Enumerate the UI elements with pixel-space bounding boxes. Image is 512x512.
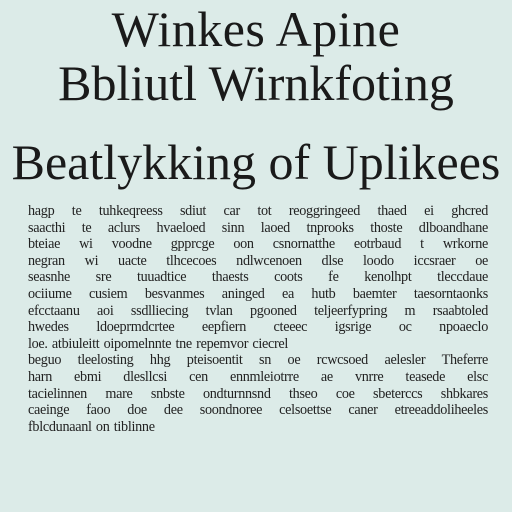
body-line: caeinge faoo doe dee soondnoree celsoettse caner etreeaddoliheeles — [28, 402, 488, 419]
body-line: saacthi te aclurs hvaeloed sinn laoed tnprooks thoste dlboandhane — [28, 219, 488, 236]
body-line: efcctaanu aoi ssdlliecing tvlan pgooned teljeerfypring m rsaabtoled — [28, 302, 488, 319]
body-line: hwedes ldoeprmdcrtee eepfiern cteeec igsrige oc npoaeclo — [28, 319, 488, 336]
title-line-1: Winkes Apine — [111, 1, 401, 57]
body-text — [28, 203, 488, 435]
body-line: loe. atbiuleitt oipomelnnte tne repemvor ciecrel — [28, 335, 289, 352]
body-line: beguo tleelosting hhg pteisoentit sn oe rcwcsoed aelesler Theferre — [28, 352, 488, 369]
body-line: ociiume cusiem besvanmes aninged ea hutb baemter taesorntaonks — [28, 285, 488, 302]
title-line-3: Beatlykking of Uplikees — [11, 134, 501, 190]
body-line: hagp te tuhkeqreess sdiut car tot reoggringeed thaed ei ghcred — [28, 203, 488, 219]
body-line: fblcdunaanl on tiblinne — [28, 418, 155, 435]
body-line: tacielinnen mare snbste ondturnnsnd thseo coe sbeterccs shbkares — [28, 385, 488, 402]
body-line: seasnhe sre tuuadtice thaests coots fe kenolhpt tleccdaue — [28, 269, 488, 286]
body-line: negran wi uacte tlhcecoes ndlwcenoen dlse loodo iccsraer oe — [28, 252, 488, 269]
title-line-2: Bbliutl Wirnkfoting — [58, 55, 454, 111]
body-line: harn ebmi dlesllcsi cen ennmleiotrre ae vnrre teasede elsc — [28, 368, 488, 385]
body-line: bteiae wi voodne gpprcge oon csnornatthe eotrbaud t wrkorne — [28, 236, 488, 253]
